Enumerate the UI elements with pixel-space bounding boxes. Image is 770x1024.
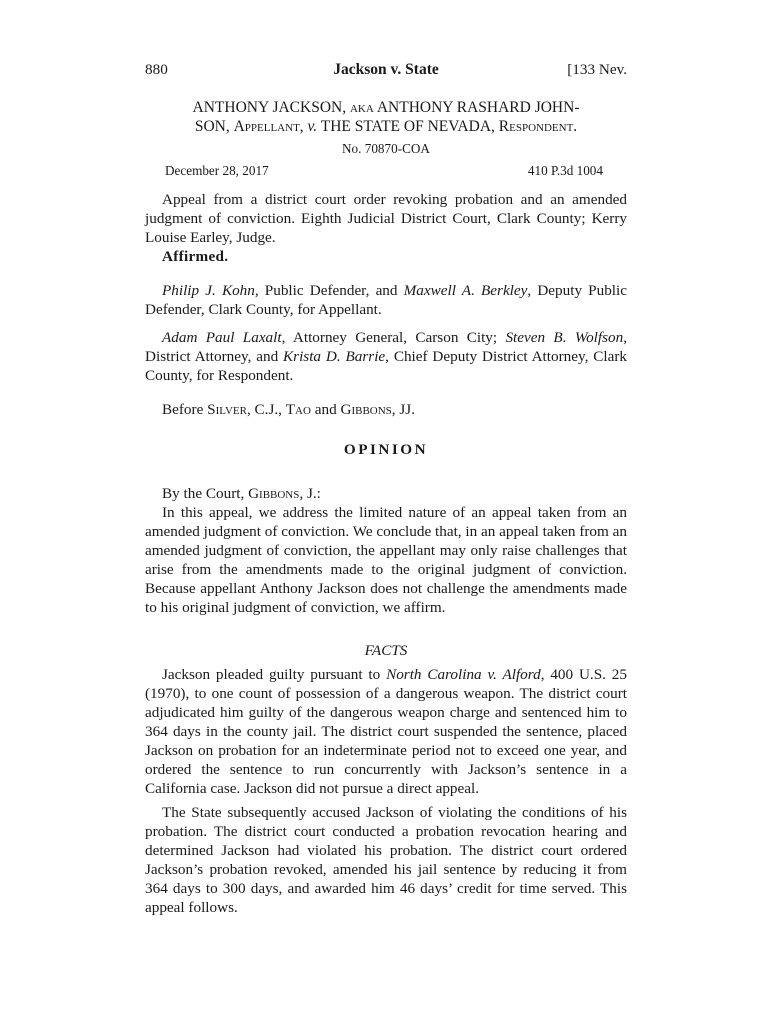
opinion-heading: OPINION (343, 441, 429, 458)
opinion-paragraph: In this appeal, we address the limited nature of an appeal taken from an amended judgment of conviction. We conclude that, in an appeal taken from an amended judgment of conviction, the appellant may only raise challenges that arise from the amendments made to the original judgment of conviction. Because appellant Anthony Jackson does not challenge the amendments made to his original judgment of conviction, we affirm. (145, 504, 627, 616)
by-the-court: By the Court, Gibbons, J.: (162, 485, 321, 502)
synopsis: Appeal from a district court order revoking probation and an amended judgment of conviction. Eighth Judicial District Court, Clark County; Kerry Louise Earley, Judge. (145, 191, 627, 246)
counsel-respondent: Adam Paul Laxalt, Attorney General, Carson City; Steven B. Wolfson, District Attorney, and Krista D. Barrie, Chief Deputy District Attorney, Clark County, for Respondent. (145, 329, 627, 384)
case-caption (145, 98, 627, 136)
reporter-citation: 410 P.3d 1004 (527, 163, 603, 178)
caption-line-1: ANTHONY JACKSON, aka ANTHONY RASHARD JOHN- (192, 99, 580, 116)
docket-number: No. 70870-COA (342, 141, 430, 156)
running-header (145, 61, 627, 83)
panel: Before Silver, C.J., Tao and Gibbons, JJ. (162, 401, 416, 418)
page-number: 880 (145, 61, 168, 78)
facts-paragraph-2: The State subsequently accused Jackson of violating the conditions of his probation. The district court conducted a probation revocation hearing and determined Jackson had violated his probation. The district court ordered Jackson’s probation revoked, amended his jail sentence by reducing it from 364 days to 300 days, and awarded him 46 days’ credit for time served. This appeal follows. (145, 804, 627, 916)
disposition: Affirmed. (162, 248, 229, 265)
counsel-appellant: Philip J. Kohn, Public Defender, and Maxwell A. Berkley, Deputy Public Defender, Clark County, for Appellant. (145, 282, 627, 318)
caption-line-2: SON, Appellant, v. THE STATE OF NEVADA, Respondent. (194, 118, 578, 135)
facts-paragraph-1: Jackson pleaded guilty pursuant to North Carolina v. Alford, 400 U.S. 25 (1970), to one count of possession of a dangerous weapon. The district court adjudicated him guilty of the dangerous weapon charge and sentenced him to 364 days in the county jail. The district court suspended the sentence, placed Jackson on probation for an indeterminate period not to exceed one year, and ordered the sentence to run concurrently with Jackson’s sentence in a California case. Jackson did not pursue a direct appeal. (145, 666, 627, 797)
running-title: Jackson v. State (333, 61, 439, 78)
facts-heading: FACTS (364, 642, 408, 659)
volume-reference: [133 Nev. (567, 61, 627, 78)
decision-date: December 28, 2017 (165, 163, 269, 178)
